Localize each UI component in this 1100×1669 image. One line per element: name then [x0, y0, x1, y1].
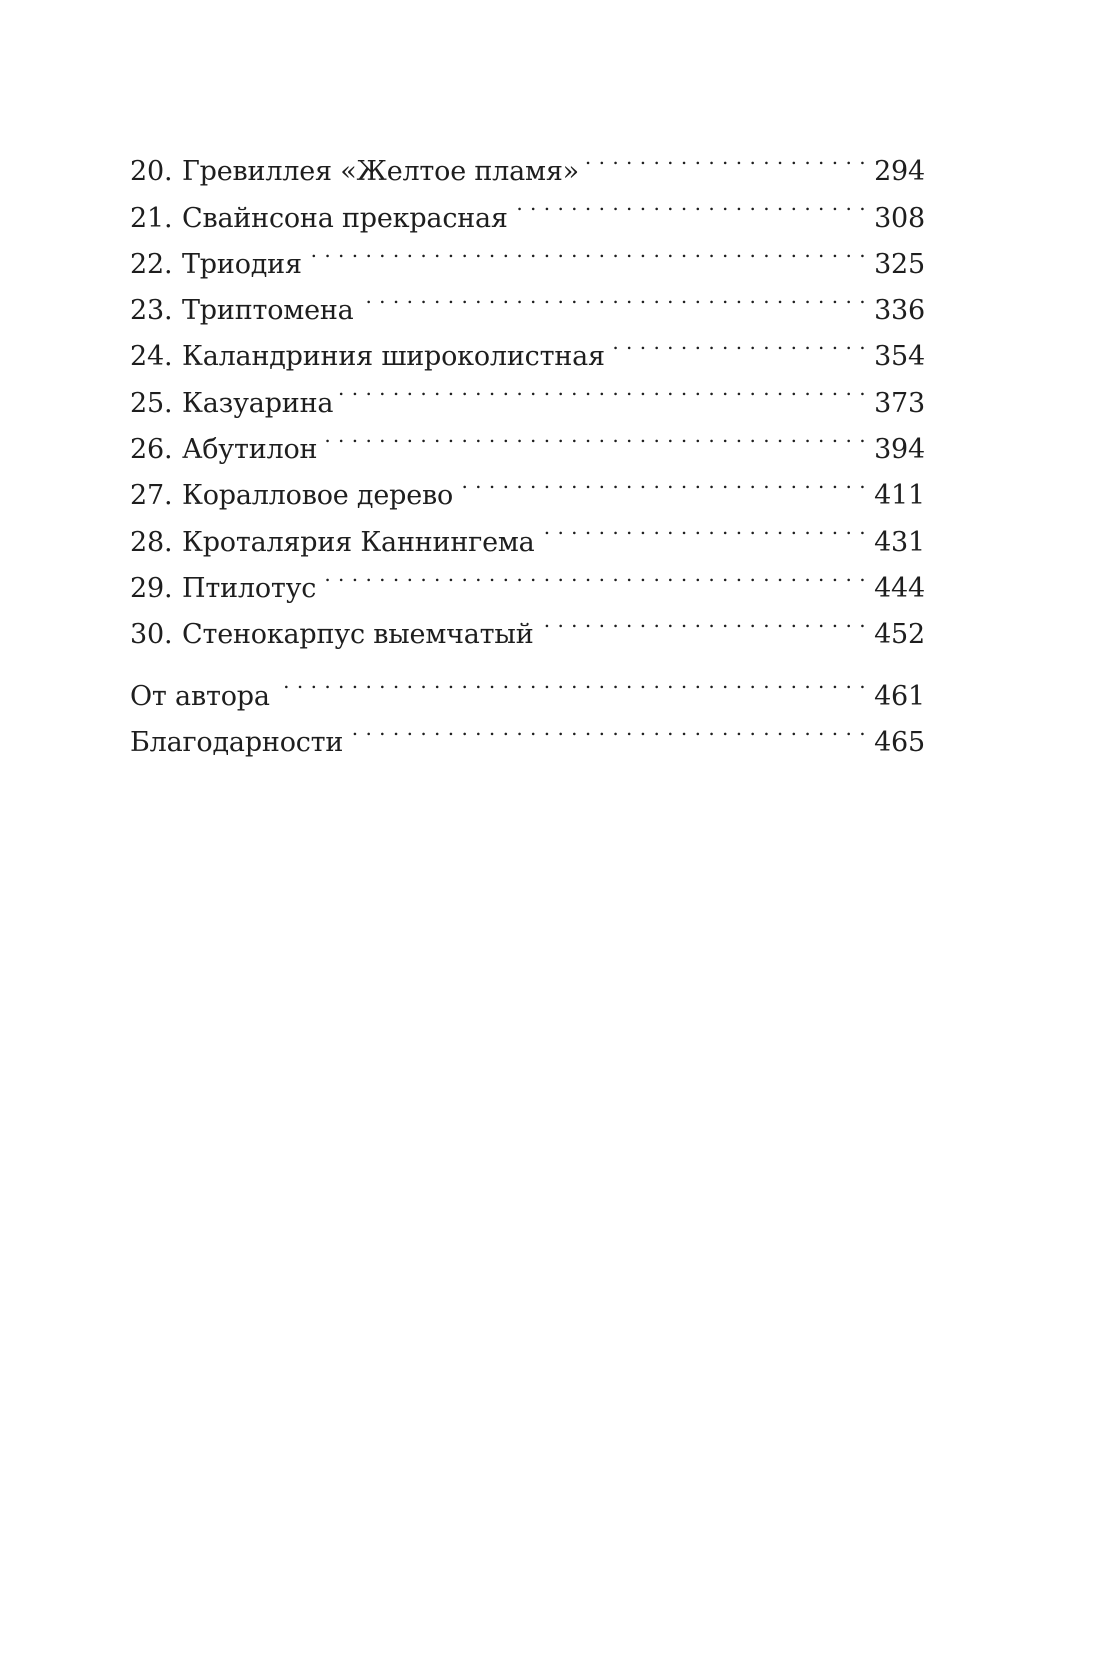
chapter-title: Абутилон: [182, 434, 318, 466]
page-number: 308: [874, 202, 925, 234]
chapter-title: Коралловое дерево: [182, 480, 454, 512]
chapter-title: Каландриния широколистная: [182, 341, 605, 373]
page-number: 411: [874, 480, 925, 512]
page-number: 336: [874, 295, 925, 327]
chapter-title: Триптомена: [182, 295, 354, 327]
section-title: Благодарности: [130, 726, 344, 758]
dot-leader: [322, 551, 866, 597]
dot-leader: [339, 365, 866, 411]
page-number: 465: [874, 726, 925, 758]
chapter-title: Триодия: [182, 248, 302, 280]
chapter-number: 20.: [130, 156, 173, 188]
chapter-number: 26.: [130, 434, 173, 466]
dot-leader: [611, 319, 866, 365]
chapter-number: 29.: [130, 572, 173, 604]
page-number: 452: [874, 619, 925, 651]
dot-leader: [541, 504, 867, 550]
page-number: 444: [874, 572, 925, 604]
section-title: От автора: [130, 680, 270, 712]
chapter-title: Птилотус: [182, 572, 317, 604]
dot-leader: [514, 180, 866, 226]
page-number: 431: [874, 526, 925, 558]
dot-leader: [459, 458, 866, 504]
chapter-number: 27.: [130, 480, 173, 512]
chapter-title: Стенокарпус выемчатый: [182, 619, 534, 651]
page-number: 294: [874, 156, 925, 188]
dot-leader: [540, 597, 867, 643]
chapter-title: Свайнсона прекрасная: [182, 202, 508, 234]
chapter-number: 21.: [130, 202, 173, 234]
chapter-title: Кроталярия Каннингема: [182, 526, 535, 558]
dot-leader: [349, 705, 866, 751]
dot-leader: [308, 227, 866, 273]
dot-leader: [323, 412, 866, 458]
chapter-title: Казуарина: [182, 387, 334, 419]
page-number: 325: [874, 248, 925, 280]
chapter-number: 25.: [130, 387, 173, 419]
chapter-number: 22.: [130, 248, 173, 280]
table-of-contents: [130, 134, 925, 758]
toc-entry-from-author[interactable]: [130, 658, 925, 712]
chapter-number: 28.: [130, 526, 173, 558]
chapter-number: 24.: [130, 341, 173, 373]
page-number: 461: [874, 680, 925, 712]
page-number: 373: [874, 387, 925, 419]
dot-leader: [360, 273, 867, 319]
page-number: 354: [874, 341, 925, 373]
dot-leader: [276, 658, 866, 704]
chapter-title: Гревиллея «Желтое пламя»: [182, 156, 579, 188]
chapter-number: 23.: [130, 295, 173, 327]
chapter-number: 30.: [130, 619, 173, 651]
page-number: 394: [874, 434, 925, 466]
toc-entry-20[interactable]: [130, 134, 925, 188]
dot-leader: [585, 134, 866, 180]
